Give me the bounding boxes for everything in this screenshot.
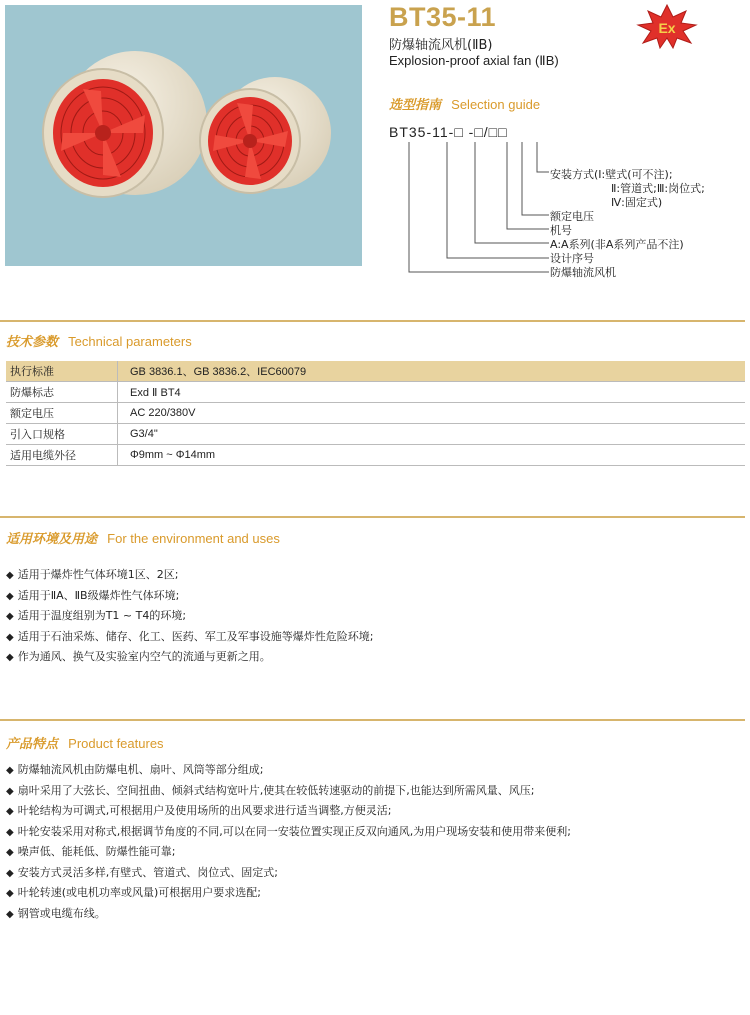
diamond-bullet-icon: ◆ [6, 826, 14, 838]
features-title-en: Product features [68, 736, 164, 751]
param-value: Exd Ⅱ BT4 [118, 382, 746, 403]
param-value: G3/4" [118, 424, 746, 445]
selection-guide-heading [389, 94, 540, 113]
selection-item: Ⅳ:固定式) [611, 196, 663, 209]
list-item-text: 适用于石油采炼、储存、化工、医药、军工及军事设施等爆炸性危险环境; [17, 629, 374, 643]
features-title-cn: 产品特点 [6, 737, 59, 752]
diamond-bullet-icon: ◆ [6, 590, 14, 602]
list-item-text: 作为通风、换气及实验室内空气的流通与更新之用。 [17, 650, 271, 663]
param-key: 引入口规格 [6, 424, 118, 445]
list-item [6, 760, 571, 781]
param-value: Φ9mm ~ Φ14mm [118, 445, 746, 466]
diamond-bullet-icon: ◆ [6, 785, 14, 797]
selection-item: 防爆轴流风机 [550, 266, 616, 279]
list-item [6, 883, 571, 904]
selection-connector-lines [389, 142, 549, 277]
diamond-bullet-icon: ◆ [6, 847, 14, 858]
selection-item: 设计序号 [550, 252, 594, 265]
selection-item: 机号 [550, 224, 572, 237]
param-key: 执行标准 [6, 361, 118, 382]
param-key: 适用电缆外径 [6, 445, 118, 466]
environment-title-cn: 适用环境及用途 [6, 532, 98, 547]
list-item [6, 801, 571, 822]
list-item [6, 565, 373, 586]
diamond-bullet-icon: ◆ [6, 765, 14, 776]
table-row [6, 382, 745, 403]
list-item [6, 606, 373, 627]
list-item-text: 叶轮安装采用对称式,根据调节角度的不同,可以在同一安装位置实现正反双向通风,为用户现场安装和使用带来便利; [17, 824, 571, 838]
list-item [6, 647, 373, 668]
diamond-bullet-icon: ◆ [6, 867, 14, 879]
diamond-bullet-icon: ◆ [6, 611, 14, 622]
list-item [6, 781, 571, 802]
list-item-text: 防爆轴流风机由防爆电机、扇叶、风筒等部分组成; [17, 763, 264, 776]
list-item-text: 叶轮转速(或电机功率或风量)可根据用户要求选配; [17, 886, 261, 899]
list-item [6, 863, 571, 884]
product-name-cn: 防爆轴流风机(ⅡB) [389, 38, 493, 53]
diamond-bullet-icon: ◆ [6, 908, 14, 920]
diamond-bullet-icon: ◆ [6, 652, 14, 663]
list-item-text: 叶轮结构为可调式,可根据用户及使用场所的出风要求进行适当调整,方便灵活; [17, 804, 392, 817]
list-item-text: 适用于温度组别为T1 ~ T4的环境; [17, 609, 187, 622]
selection-item: 安装方式(Ⅰ:壁式(可不注); [550, 168, 673, 181]
param-value: GB 3836.1、GB 3836.2、IEC60079 [118, 361, 746, 382]
list-item-text: 适用于ⅡA、ⅡB级爆炸性气体环境; [17, 588, 180, 602]
list-item-text: 适用于爆炸性气体环境1区、2区; [17, 568, 179, 581]
environment-heading [6, 528, 280, 547]
section-divider [0, 320, 745, 322]
table-row [6, 361, 745, 382]
technical-heading [6, 331, 192, 350]
diamond-bullet-icon: ◆ [6, 806, 14, 817]
ex-badge-icon [636, 3, 698, 49]
selection-item: A:A系列(非A系列产品不注) [550, 238, 684, 251]
technical-title-en: Technical parameters [68, 334, 192, 349]
features-heading [6, 733, 164, 752]
list-item-text: 噪声低、能耗低、防爆性能可靠; [17, 845, 176, 858]
selection-item: Ⅱ:管道式;Ⅲ:岗位式; [611, 182, 705, 195]
table-row [6, 424, 745, 445]
param-key: 额定电压 [6, 403, 118, 424]
selection-title-en: Selection guide [451, 97, 541, 112]
features-list [6, 760, 571, 924]
list-item-text: 扇叶采用了大弦长、空间扭曲、倾斜式结构宽叶片,使其在较低转速驱动的前提下,也能达到所需风量、风压; [17, 783, 535, 797]
model-title: BT35-11 [389, 2, 497, 32]
table-row [6, 445, 745, 466]
environment-title-en: For the environment and uses [107, 531, 280, 546]
product-photo [5, 5, 362, 266]
selection-item: 额定电压 [550, 210, 594, 223]
selection-title-cn: 选型指南 [389, 98, 442, 113]
product-name-en: Explosion-proof axial fan (ⅡB) [389, 53, 559, 68]
section-divider [0, 719, 745, 721]
diamond-bullet-icon: ◆ [6, 631, 14, 643]
list-item [6, 627, 373, 648]
section-divider [0, 516, 745, 518]
table-row [6, 403, 745, 424]
list-item-text: 安装方式灵活多样,有壁式、管道式、岗位式、固定式; [17, 865, 278, 879]
list-item-text: 钢管或电缆布线。 [17, 906, 106, 920]
list-item [6, 904, 571, 925]
list-item [6, 842, 571, 863]
diamond-bullet-icon: ◆ [6, 570, 14, 581]
ex-badge-text: Ex [658, 20, 676, 36]
list-item [6, 586, 373, 607]
param-value: AC 220/380V [118, 403, 746, 424]
fan-illustration [5, 5, 362, 266]
environment-list [6, 565, 373, 668]
param-key: 防爆标志 [6, 382, 118, 403]
model-code: BT35-11-□ -□/□□ [389, 124, 508, 140]
diamond-bullet-icon: ◆ [6, 888, 14, 899]
technical-title-cn: 技术参数 [6, 335, 59, 350]
technical-table [6, 361, 745, 466]
list-item [6, 822, 571, 843]
